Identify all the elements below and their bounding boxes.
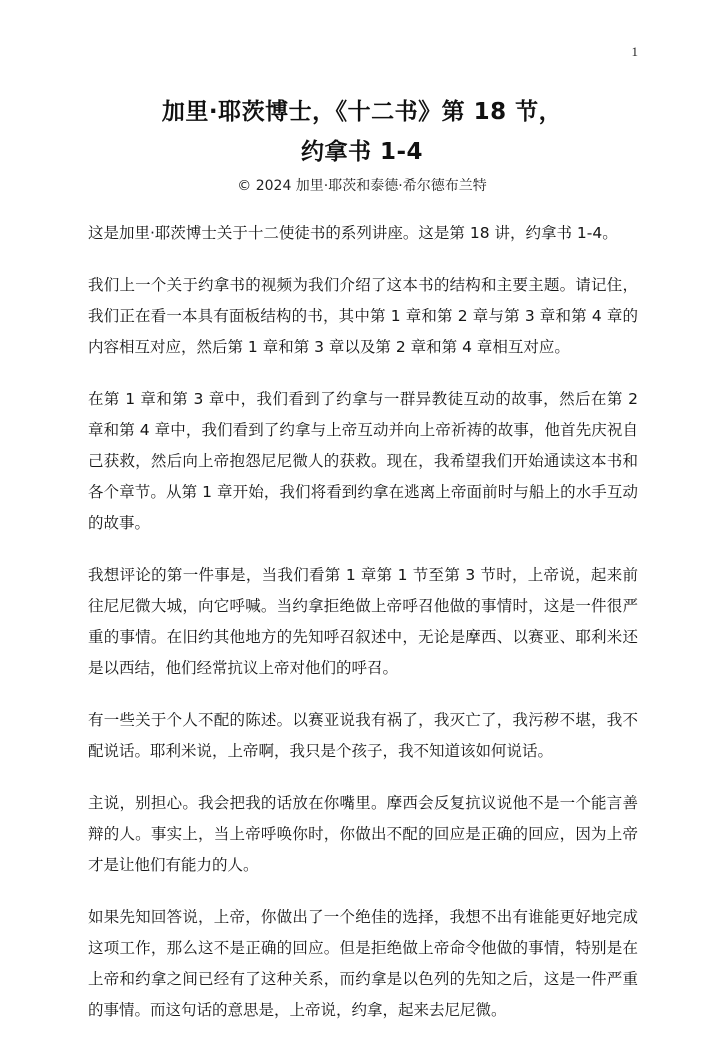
paragraph-4: 我想评论的第一件事是，当我们看第 1 章第 1 节至第 3 节时，上帝说，起来前往尼尼微大城，向它呼喊。当约拿拒绝做上帝呼召他做的事情时，这是一件很严重的事情。在旧约其他地方的先知呼召叙述中，无论是摩西、以赛亚、耶利米还是以西结，他们经常抗议上帝对他们的呼召。 (88, 566, 638, 677)
paragraph-6: 主说，别担心。我会把我的话放在你嘴里。摩西会反复抗议说他不是一个能言善辩的人。事实上，当上帝呼唤你时，你做出不配的回应是正确的回应，因为上帝才是让他们有能力的人。 (88, 794, 638, 874)
paragraph-7: 如果先知回答说，上帝，你做出了一个绝佳的选择，我想不出有谁能更好地完成这项工作，那么这不是正确的回应。但是拒绝做上帝命令他做的事情，特别是在上帝和约拿之间已经有了这种关系，而约拿是以色列的先知之后，这是一件严重的事情。而这句话的意思是，上帝说，约拿，起来去尼尼微。 (88, 908, 638, 1019)
body-text (88, 218, 638, 1047)
paragraph-5: 有一些关于个人不配的陈述。以赛亚说我有祸了，我灭亡了，我污秽不堪，我不配说话。耶利米说，上帝啊，我只是个孩子，我不知道该如何说话。 (88, 711, 638, 760)
paragraph-1: 这是加里·耶茨博士关于十二使徒书的系列讲座。这是第 18 讲，约拿书 1-4。 (88, 224, 618, 242)
title-block (60, 92, 664, 196)
copyright-line: © 2024 加里·耶茨和泰德·希尔德布兰特 (237, 178, 487, 194)
paragraph-3: 在第 1 章和第 3 章中，我们看到了约拿与一群异教徒互动的故事，然后在第 2 章和第 4 章中，我们看到了约拿与上帝互动并向上帝祈祷的故事，他首先庆祝自己获救，然后向上帝抱怨尼尼微人的获救。现在，我希望我们开始通读这本书和各个章节。从第 1 章开始，我们将看到约拿在逃离上帝面前时与船上的水手互动的故事。 (88, 390, 638, 532)
document-title-line-1: 加里·耶茨博士，《十二书》第 18 节， (161, 99, 563, 125)
document-title-line-2: 约拿书 1-4 (300, 139, 424, 165)
paragraph-2: 我们上一个关于约拿书的视频为我们介绍了这本书的结构和主要主题。请记住，我们正在看一本具有面板结构的书，其中第 1 章和第 2 章与第 3 章和第 4 章的内容相互对应，然后第 1 章和第 3 章以及第 2 章和第 4 章相互对应。 (88, 276, 638, 356)
page-number: 1 (631, 44, 638, 59)
